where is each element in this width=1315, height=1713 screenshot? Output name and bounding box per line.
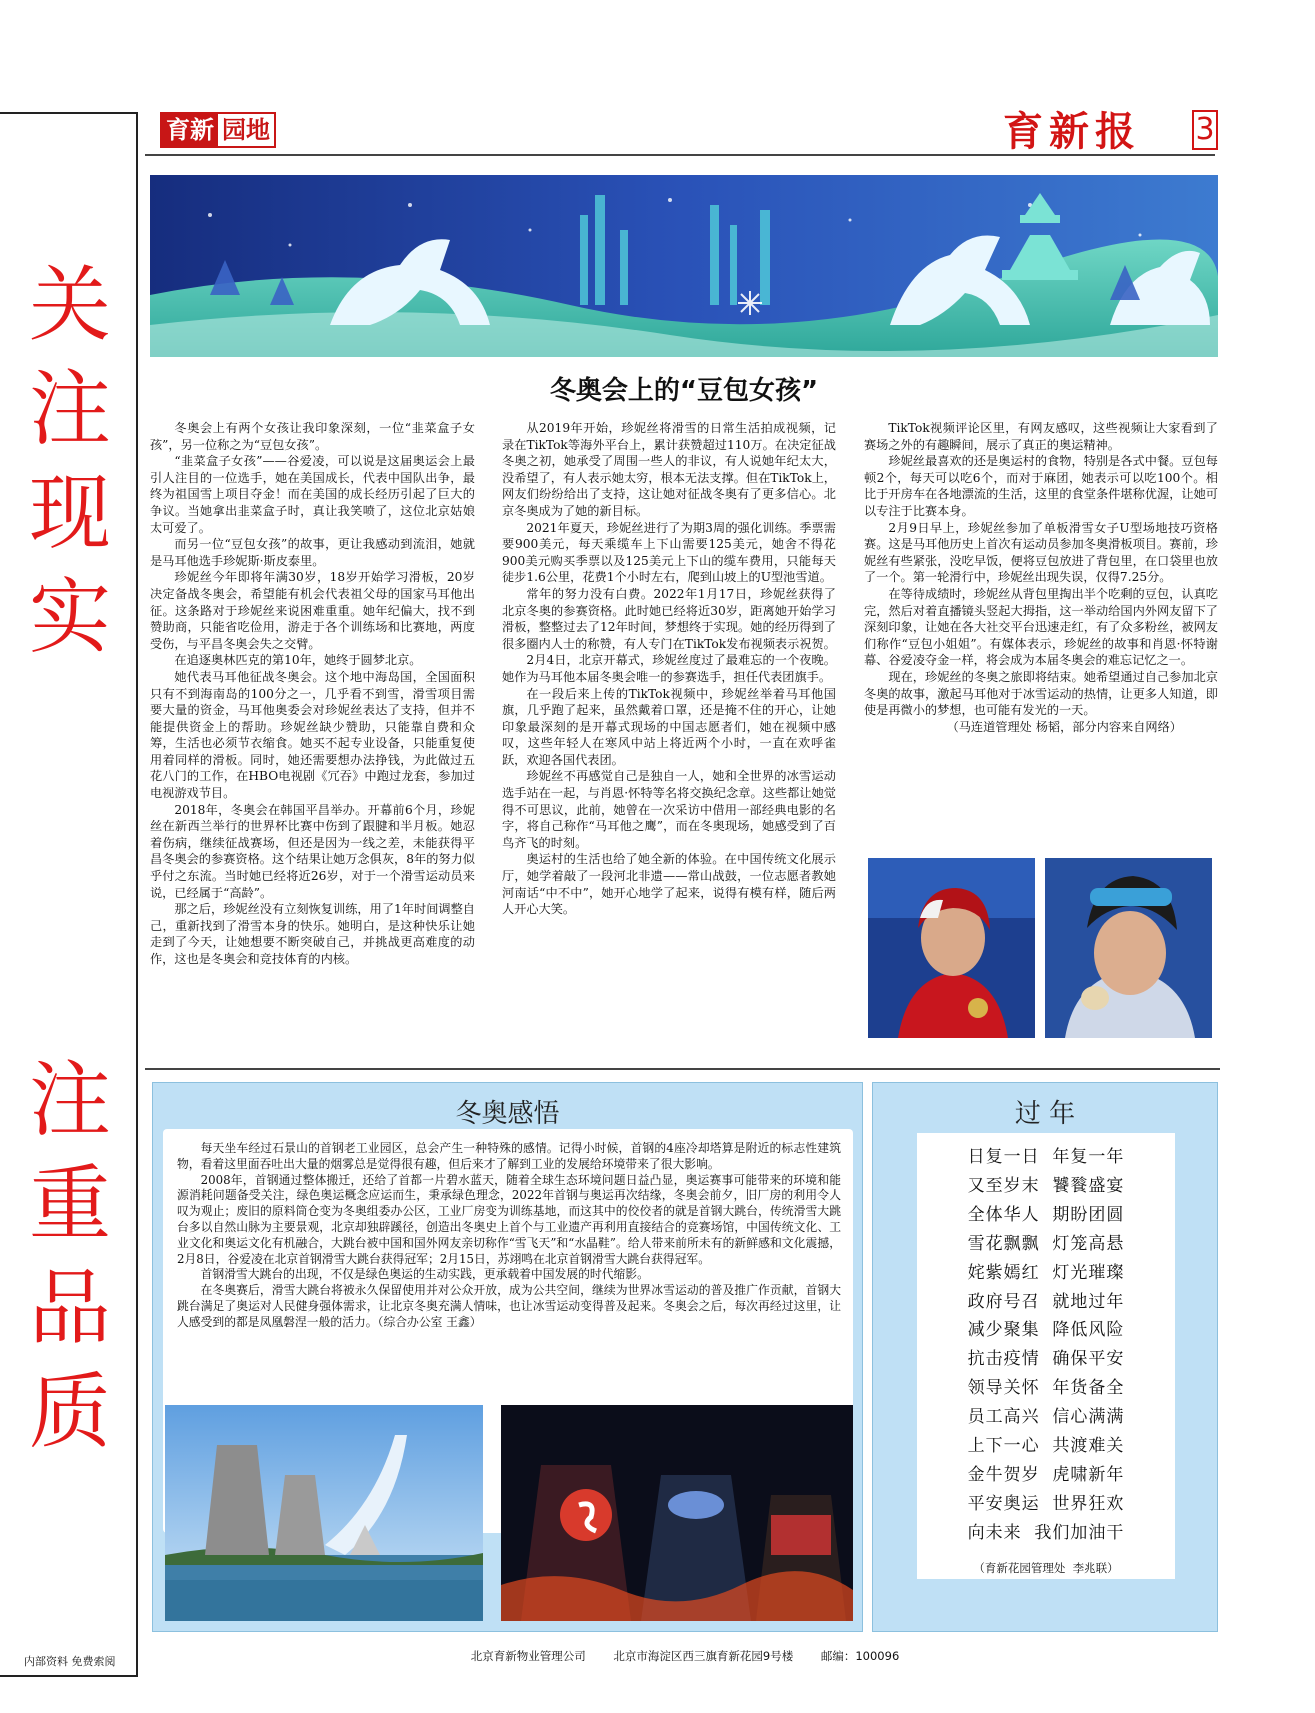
poem-line: 雪花飘飘 灯笼高悬 [967, 1233, 1125, 1254]
poem-line: 减少聚集 降低风险 [967, 1320, 1125, 1341]
article-paragraph: 而另一位“豆包女孩”的故事，更让我感动到流泪，她就是马耳他选手珍妮斯·斯皮泰里。 [150, 537, 475, 568]
slogan-bottom: 注重品质 [28, 1053, 111, 1460]
newspaper-name: 育新报 [1003, 108, 1141, 155]
poem-line: 向未来 我们加油干 [967, 1522, 1125, 1543]
article-paragraph: 2021年夏天，珍妮丝进行了为期3周的强化训练。季票需要900美元，每天乘缆车上下山需要125美元，她舍不得花900美元购买季票以及125美元上下山的缆车费用，只能每天徒步1.6公里，花费1个小时左右，爬到山坡上的U型池雪道。 [502, 520, 836, 585]
poem-line: 日复一日 年复一年 [967, 1147, 1125, 1167]
footer-company: 北京育新物业管理公司 [470, 1649, 586, 1663]
article-headline: 冬奥会上的“豆包女孩” [549, 376, 819, 406]
article-paragraph: 2018年，冬奥会在韩国平昌举办。开幕前6个月，珍妮丝在新西兰举行的世界杯比赛中伤到了跟腱和半月板。她忍着伤病，继续征战赛场，但还是因为一线之差，未能获得平昌冬奥会的参赛资格。这个结果让她万念俱灰，8年的努力似乎付之东流。当时她已经将近26岁，对于一个滑雪运动员来说，已经属于“高龄”。 [150, 802, 475, 900]
section-tag-part1: 育新 [162, 114, 218, 146]
reflection-paragraph: 在冬奥赛后，滑雪大跳台将被永久保留使用并对公众开放，成为公共空间，继续为世界冰雪运动的普及推广作贡献，首钢大跳台满足了奥运对人民健身强体需求，让北京冬奥充满人情味，也让冰雪运动变得普及起来。冬奥会之后，每次再经过这里，让人感受到的都是凤凰磐涅一般的活力。（综合办公室 王鑫） [177, 1283, 841, 1329]
poem-author: （育新花园管理处 李兆联） [973, 1560, 1119, 1575]
article-signature: （马连道管理处 杨韬，部分内容来自网络） [946, 719, 1182, 734]
winter-olympics-banner [150, 175, 1218, 357]
poem-line: 抗击疫情 确保平安 [967, 1349, 1125, 1370]
page-number: 3 [1192, 110, 1218, 150]
article-column-3 [864, 420, 1218, 735]
banner-illustration [150, 175, 1218, 357]
poem-line: 领导关怀 年货备全 [967, 1378, 1125, 1399]
poem-box [872, 1082, 1218, 1632]
article-paragraph: 她代表马耳他征战冬奥会。这个地中海岛国，全国面积只有不到海南岛的100分之一，几乎看不到雪，滑雪项目需要大量的资金，马耳他奥委会对珍妮丝表达了支持，但并不能提供资金上的帮助。珍妮丝缺少赞助，只能靠自费和众筹，生活也必须节衣缩食。她买不起专业设备，只能重复使用着同样的滑板。同时，她还需要想办法挣钱，为此做过五花八门的工作，在HBO电视剧《冗吞》中跑过龙套，参加过电视游戏节目。 [150, 669, 475, 801]
reflection-paragraph: 每天坐车经过石景山的首钢老工业园区，总会产生一种特殊的感情。记得小时候，首钢的4座冷却塔算是附近的标志性建筑物，看着这里面吞吐出大量的烟雾总是觉得很有趣，但后来才了解到工业的发展给环境带来了很大影响。 [177, 1141, 841, 1171]
poem-line: 姹紫嫣红 灯光璀璨 [967, 1262, 1125, 1283]
cooling-tower-night-photo [501, 1405, 853, 1621]
poem-title: 过 年 [1014, 1099, 1076, 1129]
reflection-paragraph: 2008年，首钢通过整体搬迁，还给了首都一片碧水蓝天，随着全球生态环境问题日益凸显，奥运赛事可能带来的环境和能源消耗问题备受关注，绿色奥运概念应运而生，秉承绿色理念，2022年首钢与奥运再次结缘，冬奥会前夕，旧厂房的利用令人叹为观止；废旧的原料筒仓变为冬奥组委办公区，工业厂房变为训练基地，而这其中的佼佼者的就是首钢大跳台，传统滑雪大跳台多以自然山脉为主要景观，北京却独辟蹊径，创造出冬奥史上首个与工业遗产再利用直接结合的竞赛场馆，中国传统文化、工业文化和奥运文化有机融合，大跳台被中国和国外网友亲切称作“雪飞天”和“水晶鞋”。给人带来前所未有的新鲜感和文化震撼，2月8日，谷爱凌在北京首钢滑雪大跳台获得冠军；2月15日，苏翊鸣在北京首钢滑雪大跳台获得冠军。 [177, 1172, 841, 1266]
athlete-photo-right [1045, 858, 1212, 1038]
athlete-photo-left [868, 858, 1035, 1038]
poem-line: 上下一心 共渡难关 [967, 1436, 1125, 1457]
big-air-shougang-photo [165, 1405, 483, 1621]
footer-postcode: 邮编：100096 [820, 1649, 900, 1663]
article-column-2 [502, 420, 836, 918]
poem-line: 金牛贺岁 虎啸新年 [967, 1464, 1125, 1485]
middle-divider [145, 1068, 1220, 1070]
athlete-photos [868, 858, 1212, 1038]
article-column-1 [150, 420, 475, 968]
section-tag [160, 112, 276, 148]
article-paragraph: 珍妮丝最喜欢的还是奥运村的食物，特别是各式中餐。豆包每顿2个，每天可以吃6个，而对于麻团，她表示可以吃100个。相比于开房车在各地漂流的生活，这里的食堂条件堪称优渥，让她可以专注于比赛本身。 [864, 454, 1218, 518]
reflection-title: 冬奥感悟 [455, 1099, 560, 1129]
left-sidebar [0, 112, 138, 1677]
article-paragraph: 那之后，珍妮丝没有立刻恢复训练，用了1年时间调整自己，重新找到了滑雪本身的快乐。她明白，是这种快乐让她走到了今天，让她想要不断突破自己，并挑战更高难度的动作，这也是冬奥会和竞技体育的内核。 [150, 902, 475, 966]
article-paragraph: 从2019年开始，珍妮丝将滑雪的日常生活拍成视频，记录在TikTok等海外平台上，累计获赞超过110万。在决定征战冬奥之初，她承受了周围一些人的非议，有人说她年纪太大，没希望了，有人表示她太穷，根本无法支撑。但在TikTok上，网友们纷纷给出了支持，这让她对征战冬奥有了更多信心。北京冬奥成为了她的新目标。 [502, 421, 836, 518]
article-paragraph: 在一段后来上传的TikTok视频中，珍妮丝举着马耳他国旗，几乎跑了起来，虽然戴着口罩，还是掩不住的开心，让她印象最深刻的是开幕式现场的中国志愿者们，她在视频中感叹，这些年轻人在寒风中站上将近两个小时，一直在欢呼雀跃，欢迎各国代表团。 [502, 686, 836, 767]
article-paragraph: “韭菜盒子女孩”——谷爱凌，可以说是这届奥运会上最引人注目的一位选手，她在美国成长，代表中国队出争，最终为祖国雪上项目夺金！而在美国的成长经历引起了巨大的争议。当她拿出韭菜盒子时，真让我笑喷了，这位北京姑娘太可爱了。 [150, 454, 475, 535]
poem-line: 全体华人 期盼团圆 [967, 1204, 1125, 1225]
article-paragraph: 2月4日，北京开幕式，珍妮丝度过了最难忘的一个夜晚。她作为马耳他本届冬奥会唯一的参赛选手，担任代表团旗手。 [502, 653, 836, 684]
article-paragraph: TikTok视频评论区里，有网友感叹，这些视频让大家看到了赛场之外的有趣瞬间，展示了真正的奥运精神。 [864, 421, 1218, 452]
reflection-box [152, 1082, 863, 1632]
page-footer [150, 1648, 1220, 1664]
footer-address: 北京市海淀区西三旗育新花园9号楼 [613, 1649, 794, 1663]
article-paragraph: 常年的努力没有白费。2022年1月17日，珍妮丝获得了北京冬奥的参赛资格。此时她已经将近30岁，距离她开始学习滑板，整整过去了12年时间，梦想终于实现。她的经历得到了很多圈内人士的称赞，有人专门在TikTok发布视频表示祝贺。 [502, 586, 836, 651]
poem-line: 又至岁末 饕餮盛宴 [967, 1175, 1125, 1196]
article-paragraph: 现在，珍妮丝的冬奥之旅即将结束。她希望通过自己参加北京冬奥的故事，激起马耳他对于冰雪运动的热情，让更多人知道，即使是再微小的梦想，也可能有发光的一天。 [864, 669, 1218, 718]
header-divider [145, 154, 1215, 156]
free-copy-note: 内部资料 免费索阅 [24, 1655, 116, 1668]
article-paragraph: 在追逐奥林匹克的第10年，她终于圆梦北京。 [174, 653, 422, 668]
reflection-text [177, 1141, 841, 1331]
article-paragraph: 在等待成绩时，珍妮丝从背包里掏出半个吃剩的豆包，认真吃完，然后对着直播镜头竖起大拇指，这一举动给国内外网友留下了深刻印象，让她在各大社交平台迅速走红，有了众多粉丝，被网友们称作“豆包小姐姐”。有媒体表示，珍妮丝的故事和肖恩·怀特谢幕、谷爱凌夺金一样，将会成为本届冬奥会的难忘记忆之一。 [864, 586, 1218, 668]
article-paragraph: 珍妮丝不再感觉自己是独自一人，她和全世界的冰雪运动选手站在一起，与肖恩·怀特等名将交换纪念章。这些都让她觉得不可思议，此前，她曾在一次采访中借用一部经典电影的名字，将自己称作“马耳他之鹰”，而在冬奥现场，她感受到了百鸟齐飞的时刻。 [502, 769, 836, 850]
poem-line: 政府号召 就地过年 [967, 1291, 1125, 1312]
poem-line: 平安奥运 世界狂欢 [967, 1493, 1125, 1514]
article-paragraph: 珍妮丝今年即将年满30岁，18岁开始学习滑板，20岁决定备战冬奥会，希望能有机会代表祖父母的国家马耳他出征。这条路对于珍妮丝来说困难重重。她年纪偏大，找不到赞助商，只能省吃俭用，游走于各个训练场和比赛地，两度受伤，与平昌冬奥会失之交臂。 [150, 570, 475, 651]
article-paragraph: 2月9日早上，珍妮丝参加了单板滑雪女子U型场地技巧资格赛。这是马耳他历史上首次有运动员参加冬奥滑板项目。赛前，珍妮丝有些紧张，没吃早饭，便将豆包放进了背包里，在口袋里也放了一个。第一轮滑行中，珍妮丝出现失误，仅得7.25分。 [864, 520, 1218, 585]
poem-body [873, 1143, 1218, 1583]
article-paragraph: 奥运村的生活也给了她全新的体验。在中国传统文化展示厅，她学着敲了一段河北非遗——常山战鼓，一位志愿者教她河南话“中不中”，她开心地学了起来，说得有模有样，随后两人开心大笑。 [502, 852, 836, 917]
slogan-top: 关注现实 [28, 258, 111, 665]
reflection-paragraph: 首钢滑雪大跳台的出现，不仅是绿色奥运的生动实践，更承载着中国发展的时代缩影。 [200, 1267, 649, 1282]
poem-line: 员工高兴 信心满满 [967, 1407, 1125, 1428]
section-tag-part2: 园地 [222, 116, 270, 144]
article-paragraph: 冬奥会上有两个女孩让我印象深刻，一位“韭菜盒子女孩”，另一位称之为“豆包女孩”。 [150, 421, 475, 452]
